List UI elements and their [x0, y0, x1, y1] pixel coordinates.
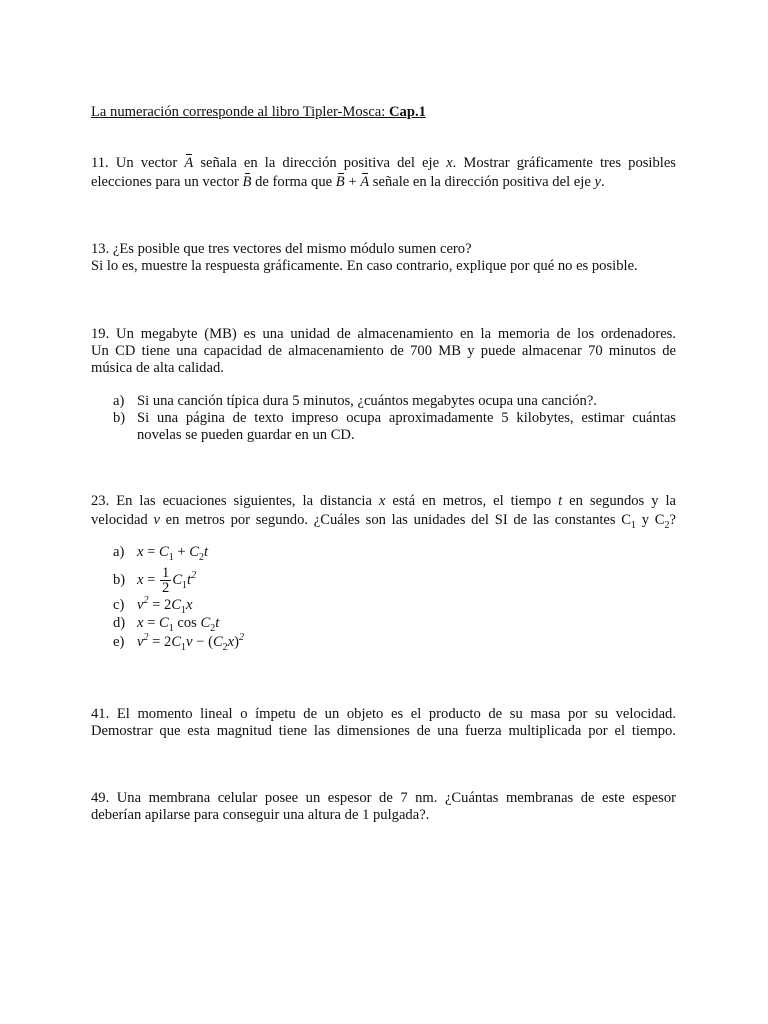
list-item: b) Si una página de texto impreso ocupa aproximadamente 5 kilobytes, estimar cuántas novelas se pueden guardar en un CD. — [113, 410, 676, 443]
equation-e: e) $v^2 = 2C_1v - (C_2x)^2$ — [113, 632, 245, 653]
equation-b: b) x = $\frac{1}{2}$ $C_1t^2$ — [113, 565, 197, 597]
problem-13-line-1: 13. ¿Es posible que tres vectores del mismo módulo sumen cero? — [91, 241, 472, 257]
vector-a: A — [184, 155, 194, 171]
problem-49 — [91, 790, 676, 824]
problem-11-line-2: elecciones para un vector B de forma que B + A señale en la dirección positiva del eje y. — [91, 174, 605, 190]
equation-a: a) $x = C_1 + C_2t$ — [113, 544, 209, 563]
equation-c: c) $v^2 = 2C_1x$ — [113, 595, 193, 616]
problem-23-line-1: 23. En las ecuaciones siguientes, la distancia x está en metros, el tiempo t en segundos y la — [91, 493, 676, 509]
equation-d: d) $x = C_1$ $\cos C_2t$ — [113, 615, 220, 634]
problem-23-equations — [113, 544, 676, 653]
problem-19-line-3: música de alta calidad. — [91, 360, 224, 376]
problem-41 — [91, 706, 676, 740]
problem-19-line-1: 19. Un megabyte (MB) es una unidad de almacenamiento en la memoria de los ordenadores. — [91, 326, 676, 342]
header-text: La numeración corresponde al libro Tipler-Mosca: — [91, 104, 389, 120]
problem-23 — [91, 492, 676, 530]
problem-11-line-1: 11. Un vector A señala en la dirección positiva del eje x. Mostrar gráficamente tres posibles — [91, 155, 676, 171]
vector-a-sum: A — [360, 174, 370, 190]
problem-49-line-2: deberían apilarse para conseguir una altura de 1 pulgada?. — [91, 807, 430, 823]
header-chapter: Cap.1 — [389, 104, 426, 120]
vector-b-sum: B — [335, 174, 345, 190]
problem-41-line-1: 41. El momento lineal o ímpetu de un objeto es el producto de su masa por su velocidad. — [91, 706, 676, 722]
problem-41-line-2: Demostrar que esta magnitud tiene las dimensiones de una fuerza multiplicada por el tiempo. — [91, 723, 676, 739]
problem-13 — [91, 241, 676, 275]
problem-49-line-1: 49. Una membrana celular posee un espesor de 7 nm. ¿Cuántas membranas de este espesor — [91, 790, 676, 806]
problem-19-items — [113, 393, 676, 444]
list-item: a) Si una canción típica dura 5 minutos, ¿cuántos megabytes ocupa una canción?. — [113, 393, 597, 409]
problem-11 — [91, 154, 676, 192]
vector-b: B — [242, 174, 252, 190]
problem-13-line-2: Si lo es, muestre la respuesta gráficamente. En caso contrario, explique por qué no es posible. — [91, 258, 638, 274]
document-page — [91, 0, 676, 1024]
chapter-header — [91, 104, 676, 121]
problem-23-line-2: velocidad v en metros por segundo. ¿Cuáles son las unidades del SI de las constantes $C_1$ y $C_2$? — [91, 512, 676, 531]
fraction-one-half: $\frac{1}{2}$ — [162, 565, 170, 597]
problem-19 — [91, 326, 676, 377]
problem-19-line-2: Un CD tiene una capacidad de almacenamiento de 700 MB y puede almacenar 70 minutos de — [91, 343, 676, 359]
